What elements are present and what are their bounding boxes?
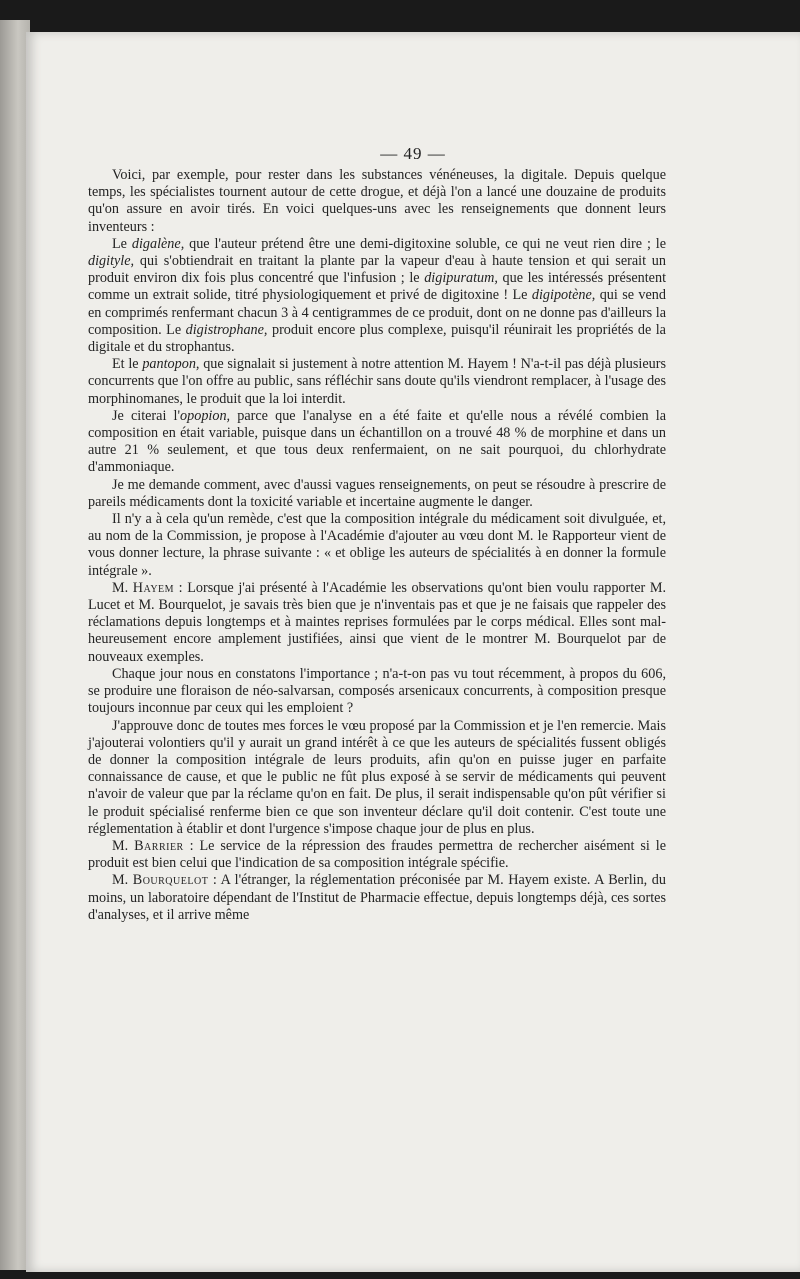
text-segment: produit encore plus complexe, puisqu'il réunirait les propriétés de la digitale et du strophantus. xyxy=(88,321,666,356)
text-segment: Chaque jour nous en constatons l'importance ; n'a-t-on pas vu tout récemment, à propos du 606, se produire une floraison de néo-salvarsan, composés arsenicaux concurrents, à composition presque toujours inconnue par ceux qui les emploient ? xyxy=(88,665,666,717)
text-segment: qui se vend en comprimés renfermant chacun 3 à 4 centigrammes de ce produit, dont on ne donne pas d'ailleurs la composition. Le xyxy=(88,287,666,338)
text-segment: parce que l'analyse en a été faite et qu'elle nous a révélé combien la composition en était variable, puisque dans un échantillon on a trouvé 48 % de morphine et dans un autre 21 % seulement, et que tous deux renfermaient, on ne sait pourquoi, du chlorhydrate d'ammoniaque. xyxy=(88,407,666,476)
body-text xyxy=(88,167,666,924)
italic-term: digalène, xyxy=(131,235,185,252)
paragraph xyxy=(88,408,666,477)
book-page xyxy=(26,32,800,1272)
text-segment: M. xyxy=(112,872,133,889)
paragraph xyxy=(88,477,666,511)
paragraph xyxy=(88,356,666,408)
page-number: — 49 — xyxy=(380,144,446,163)
text-segment: Il n'y a à cela qu'un remède, c'est que la composition intégrale du médicament soit divulguée, et, au nom de la Commission, je propose à l'Académie d'ajouter au vœu dont M. le Rapporteur vient de vous donner lecture, la phrase suivante : « et oblige les auteurs de spécialités à en donner la formule intégrale ». xyxy=(88,511,666,579)
text-segment: : A l'étranger, la réglementation préconisée par M. Hayem existe. A Berlin, du moins, un laboratoire dépendant de l'Institut de Pharmacie effectue, depuis longtemps déjà, ces sortes d'analyses, et il arrive même xyxy=(88,872,666,923)
paragraph xyxy=(88,167,666,236)
paragraph xyxy=(88,580,666,666)
text-segment: : Lorsque j'ai présenté à l'Académie les observations qu'ont bien voulu rapporter M. Lucet et M. Bourquelot, je savais très bien que je n'inventais pas et que je ne faisais que rappeler des réclamations depuis longtemps et à maintes reprises formulées par le corps médical. Elles sont malheureusement encore amplement justifiées, ainsi que vient de le montrer M. Bourquelot par de nouveaux exemples. xyxy=(88,579,666,665)
speaker-name: Barrier xyxy=(134,837,184,854)
speaker-name: Bourquelot xyxy=(132,872,209,889)
text-segment: J'approuve donc de toutes mes forces le vœu proposé par la Commission et je l'en remercie. Mais j'ajouterai volontiers qu'il y aurait un grand intérêt à ce que les auteurs de spécialités fussent obligés de donner la composition intégrale de leurs produits, afin qu'on en puisse juger en parfaite connaissance de cause, et que le public ne fût plus exposé à se servir de médicaments qui peuvent n'avoir de valeur que par la réclame qu'on en fait. De plus, il serait indispensable qu'on pût vérifier si le produit spécialisé renferme bien ce que son inventeur déclare qu'il doit contenir. C'est toute une réglementation à établir et dont l'urgence s'impose chaque jour de plus en plus. xyxy=(88,717,666,837)
text-segment: Je citerai l' xyxy=(112,407,181,424)
paragraph xyxy=(88,666,666,718)
text-segment: Voici, par exemple, pour rester dans les substances vénéneuses, la digitale. Depuis quelque temps, les spécialistes tournent autour de cette drogue, et déjà l'on a lancé une douzaine de produits qu'on assure en avoir tirés. En voici quelques-uns avec les renseignements que donnent leurs inventeurs : xyxy=(88,167,666,235)
italic-term: digistrophane, xyxy=(185,321,268,338)
italic-term: digipotène, xyxy=(531,287,596,304)
italic-term: digipuratum, xyxy=(424,270,498,287)
italic-term: digityle, xyxy=(88,253,135,270)
italic-term: pantopon, xyxy=(142,356,200,373)
italic-term: opopion, xyxy=(180,407,231,424)
text-segment: Le xyxy=(112,235,132,252)
text-segment: que l'auteur prétend être une demi-digitoxine soluble, ce qui ne veut rien dire ; le xyxy=(184,235,666,252)
paragraph xyxy=(88,838,666,872)
text-segment: Et le xyxy=(112,356,143,373)
paragraph xyxy=(88,872,666,924)
text-segment: : Le service de la répression des fraudes permettra de rechercher aisément si le produit est bien celui que l'indication de sa composition intégrale spécifie. xyxy=(88,837,666,872)
paragraph xyxy=(88,236,666,356)
text-segment: M. xyxy=(112,837,135,854)
text-segment: M. xyxy=(112,579,133,596)
text-segment: qui s'obtiendrait en traitant la plante par la vapeur d'eau à haute tension et qui serait un produit environ dix fois plus concentré que l'infusion ; le xyxy=(88,253,666,287)
text-segment: Je me demande comment, avec d'aussi vagues renseignements, on peut se résoudre à prescrire de pareils médicaments dont la toxicité variable et incertaine augmente le danger. xyxy=(88,476,666,510)
speaker-name: Hayem xyxy=(132,579,175,596)
text-segment: que signalait si justement à notre attention M. Hayem ! N'a-t-il pas déjà plusieurs concurrents que l'on offre au public, sans réfléchir sans doute qu'ils viendront remplacer, à l'usage des morphinomanes, le produit que la loi interdit. xyxy=(88,356,666,407)
text-segment: que les intéressés présentent comme un extrait solide, titré physiologiquement et privé de digitoxine ! Le xyxy=(88,270,667,304)
paragraph xyxy=(88,718,666,838)
paragraph xyxy=(88,511,666,580)
